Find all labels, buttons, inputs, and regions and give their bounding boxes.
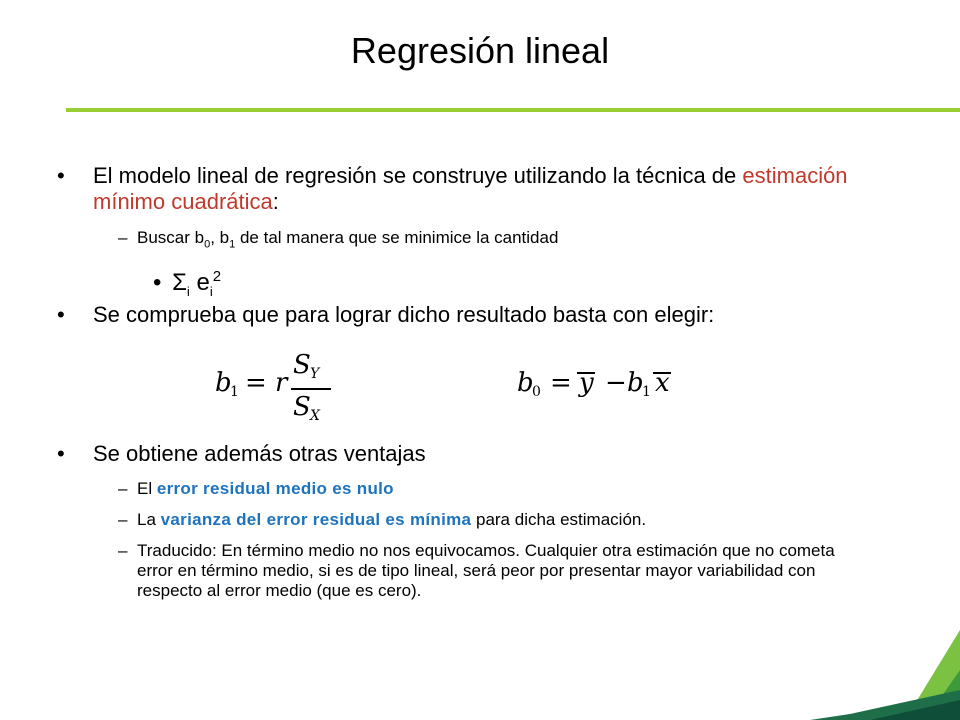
sum-squared-residuals [153, 263, 221, 306]
bullet-text-end: : [272, 189, 279, 214]
subscript: 1 [229, 238, 236, 251]
sigma-symbol: Σ [172, 269, 187, 296]
sub-bullet-text [137, 479, 837, 499]
dash-mark: – [118, 228, 128, 247]
bullet-text-main: El modelo lineal de regresión se construye utilizando la técnica de [93, 163, 743, 188]
text-part: , b [210, 228, 230, 247]
least-squares-highlight: estimación mínimo cuadrática [93, 163, 848, 214]
formula-subscript: 1 [642, 384, 651, 400]
bullet-text [93, 163, 913, 215]
slide-title: Regresión lineal [350, 30, 610, 71]
subscript: i [186, 283, 190, 299]
blue-highlight: varianza del error residual es mínima [160, 510, 472, 529]
sub-bullet-text [137, 510, 837, 530]
bullet-text: Se obtiene además otras ventajas [93, 441, 426, 466]
formula-equals: = r [245, 368, 288, 398]
corner-decoration [810, 630, 960, 720]
dash-mark: – [118, 479, 128, 498]
blue-highlight: error residual medio es nulo [156, 479, 394, 498]
title-underline [66, 108, 960, 112]
formula-numerator: S [293, 350, 311, 380]
text-part: La [137, 510, 161, 529]
formula-subscript: 1 [230, 384, 239, 400]
superscript: 2 [212, 268, 222, 285]
fraction-bar [291, 388, 331, 390]
text-part: de tal manera que se minimice la cantidad [235, 228, 559, 247]
formula-subscript: Y [310, 366, 320, 382]
formula-ybar: y [579, 368, 594, 398]
bullet-mark: • [153, 269, 162, 296]
formula-b1 [215, 350, 355, 430]
formula-equals: = [550, 368, 572, 398]
bullet-mark: • [57, 163, 65, 188]
bullet-mark: • [57, 441, 65, 466]
formula-subscript: X [310, 408, 320, 424]
formula-xbar: x [655, 368, 670, 398]
formula-b0 [517, 368, 677, 408]
formula-subscript: 0 [532, 384, 541, 400]
subscript: 0 [204, 238, 211, 251]
formula-symbol: b [517, 368, 534, 398]
residual-e: e [189, 269, 210, 296]
sub-bullet-text [137, 228, 837, 254]
bullet-text: Se comprueba que para lograr dicho resultado basta con elegir: [93, 302, 715, 327]
text-part: para dicha estimación. [471, 510, 647, 529]
formula-symbol: b [215, 368, 232, 398]
subscript: i [209, 283, 213, 299]
formula-minus: − [605, 368, 627, 398]
bullet-mark: • [57, 302, 65, 327]
dash-mark: – [118, 510, 128, 529]
formula-denominator: S [293, 392, 311, 422]
sub-bullet-text: Traducido: En término medio no nos equivocamos. Cualquier otra estimación que no cometa error en término medio, si es de tipo lineal, será peor por presentar mayor variabilidad con respecto al error medio (que es cero). [137, 541, 835, 600]
text-part: Buscar b [137, 228, 205, 247]
formula-symbol: b [627, 368, 644, 398]
text-part: El [137, 479, 157, 498]
dash-mark: – [118, 541, 128, 560]
